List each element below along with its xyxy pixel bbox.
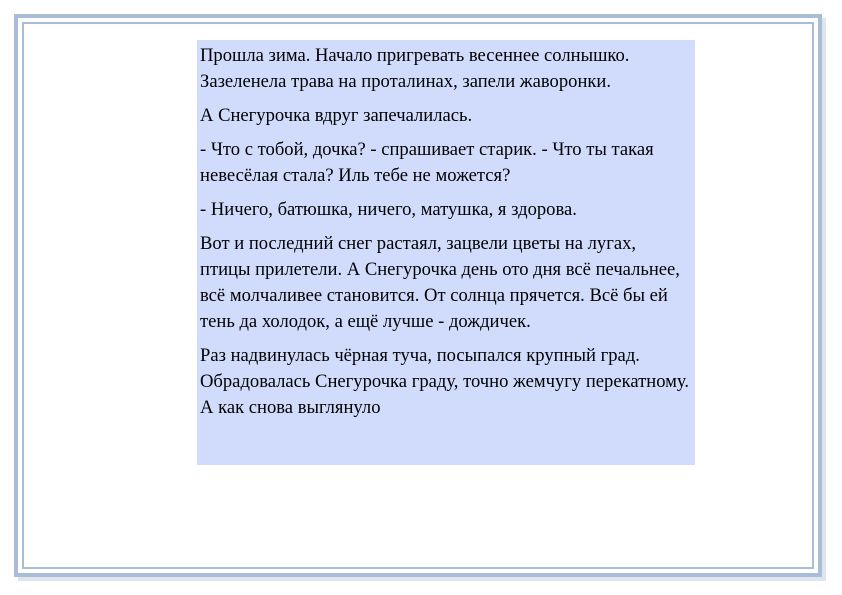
paragraph-3: - Что с тобой, дочка? - спрашивает старик. - Что ты такая невесёлая стала? Иль тебе не можется?	[200, 139, 654, 186]
frame-shadow-bottom	[18, 577, 826, 581]
paragraph-6: Раз надвинулась чёрная туча, посыпался крупный град. Обрадовалась Снегурочка граду, точно жемчугу перекатному. А как снова выглянуло	[200, 345, 690, 418]
frame-shadow-right	[822, 18, 826, 581]
paragraph-1: Прошла зима. Начало пригревать весеннее солнышко. Зазеленела трава на проталинах, запели жаворонки.	[200, 45, 630, 92]
paragraph-2: А Снегурочка вдруг запечалилась.	[200, 105, 473, 126]
paragraph-4: - Ничего, батюшка, ничего, матушка, я здорова.	[200, 199, 577, 220]
paragraph-5: Вот и последний снег растаял, зацвели цветы на лугах, птицы прилетели. А Снегурочка день ото дня всё печальнее, всё молчаливее становится. От солнца прячется. Всё бы ей тень да холодок, а ещё лучше - дождичек.	[200, 233, 680, 332]
story-text-box	[197, 40, 695, 465]
